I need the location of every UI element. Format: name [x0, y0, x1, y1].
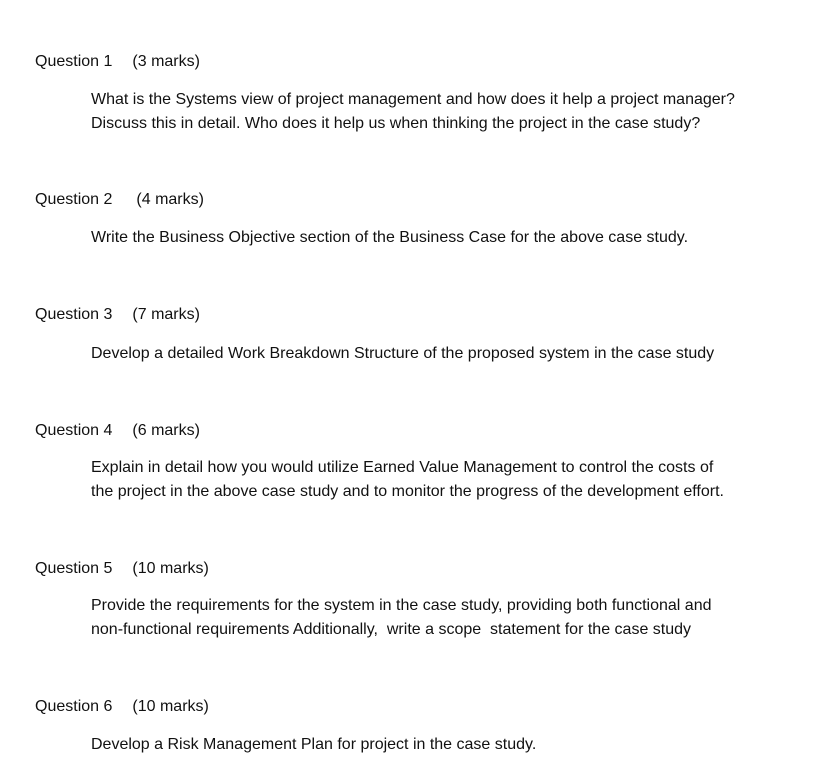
- question-label: Question 2: [35, 191, 113, 208]
- question-text-line: Explain in detail how you would utilize Earned Value Management to control the costs of: [91, 459, 714, 476]
- question-3-text: [91, 342, 811, 366]
- question-marks: (3 marks): [132, 53, 200, 70]
- question-4-heading: [35, 419, 200, 443]
- question-6-text: [91, 733, 811, 757]
- question-label: Question 1: [35, 53, 113, 70]
- question-text-line: the project in the above case study and to monitor the progress of the development effort.: [91, 483, 724, 500]
- question-1-heading: [35, 50, 200, 74]
- question-marks: (10 marks): [132, 698, 209, 715]
- question-text-line: non-functional requirements Additionally, write a scope statement for the case study: [91, 621, 692, 638]
- question-label: Question 5: [35, 560, 113, 577]
- question-label: Question 6: [35, 698, 113, 715]
- question-5-text: [91, 594, 811, 642]
- question-marks: (6 marks): [132, 422, 200, 439]
- question-6-heading: [35, 695, 209, 719]
- question-marks: (4 marks): [136, 191, 204, 208]
- question-marks: (10 marks): [132, 560, 209, 577]
- question-text-line: Develop a detailed Work Breakdown Structure of the proposed system in the case study: [91, 345, 715, 362]
- question-marks: (7 marks): [132, 306, 200, 323]
- question-4-text: [91, 456, 811, 504]
- question-3-heading: [35, 303, 200, 327]
- question-1-text: [91, 88, 811, 136]
- question-5-heading: [35, 557, 209, 581]
- question-label: Question 4: [35, 422, 113, 439]
- question-2-text: [91, 226, 811, 250]
- question-2-heading: [35, 188, 204, 212]
- question-label: Question 3: [35, 306, 113, 323]
- question-text-line: Develop a Risk Management Plan for project in the case study.: [91, 736, 537, 753]
- question-text-line: Write the Business Objective section of the Business Case for the above case study.: [91, 229, 689, 246]
- question-text-line: Discuss this in detail. Who does it help us when thinking the project in the case study?: [91, 115, 701, 132]
- question-text-line: What is the Systems view of project management and how does it help a project manager?: [91, 91, 735, 108]
- question-text-line: Provide the requirements for the system in the case study, providing both functional and: [91, 597, 712, 614]
